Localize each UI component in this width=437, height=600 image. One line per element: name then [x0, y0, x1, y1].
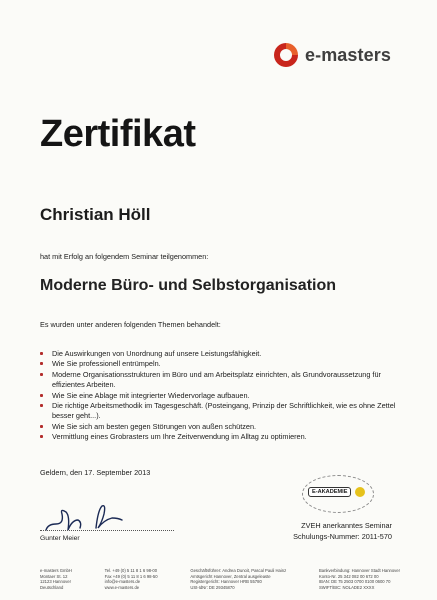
recipient-name: Christian Höll	[40, 205, 151, 224]
footer-line: SWIFT/BIC: NOLADE2 XXXX	[318, 584, 375, 590]
topic-text: Die richtige Arbeitsmethodik im Tagesgeschäft. (Posteingang, Prinzip der Schriftlichkeit, wie es ohne Zettel besser geht...).	[52, 401, 396, 421]
topic-text: Wie Sie eine Ablage mit integrierter Wiedervorlage aufbauen.	[52, 390, 250, 400]
signature-line	[40, 530, 174, 531]
topic-text: Wie Sie professionell entrümpeln.	[52, 359, 161, 369]
zveh-accreditation	[280, 520, 392, 542]
topic-text: Wie Sie sich am besten gegen Störungen von außen schützen.	[52, 421, 257, 431]
logo-text: e-masters	[305, 44, 391, 65]
footer-line: www.e-masters.de	[104, 584, 140, 590]
footer-line: info@e-masters.de	[104, 579, 141, 585]
footer-line: Bankverbindung: Hannover Stadt Hannover	[318, 568, 400, 573]
footer-legal	[190, 568, 286, 590]
footer-line: Deutschland	[40, 584, 64, 590]
footer-line: Registergericht: Hannover HRB 55780	[190, 579, 262, 585]
place-date: Geldern, den 17. September 2013	[40, 468, 151, 477]
footer-line: Fax +49 (0) 5 11 8 1 6 98-50	[104, 573, 158, 579]
bullet-icon	[40, 394, 43, 397]
topics-list	[40, 349, 400, 443]
footer-line: Montaer St. 12	[40, 573, 68, 579]
footer-line: Geschäftsführer: Andrea Dunoit, Pascal Pauli Hainz	[190, 568, 287, 573]
topic-text: Moderne Organisationsstrukturen im Büro und am Arbeitsplatz einrichten, als Grundvoraussetzung für effizientes Arbeiten.	[52, 369, 381, 390]
footer-line: Amtsgericht Hannover, Zentral ausgeleaste	[190, 573, 271, 579]
participation-text: hat mit Erfolg an folgendem Seminar teilgenommen:	[40, 252, 209, 261]
seminar-title: Moderne Büro- und Selbstorganisation	[40, 277, 337, 294]
footer-line: IBAN: DE 75 2503 0700 0100 0600 70	[318, 579, 391, 585]
footer-line: 12123 Hannover	[40, 579, 71, 585]
topic-item	[40, 359, 400, 369]
topic-text: Vermittlung eines Grobrasters um Ihre Zeitverwendung im Alltag zu optimieren.	[52, 432, 307, 442]
footer-line: USt-IdNr: DE 29345870	[190, 584, 235, 590]
seal-star-icon	[355, 487, 365, 497]
footer	[40, 568, 400, 590]
topics-intro: Es wurden unter anderen folgenden Themen behandelt:	[40, 320, 221, 329]
footer-address	[40, 568, 72, 590]
topic-item	[40, 349, 400, 359]
bullet-icon	[40, 352, 43, 355]
bullet-icon	[40, 362, 43, 365]
topic-item	[40, 432, 400, 442]
footer-line: e-masters GmbH	[40, 568, 72, 573]
e-masters-swirl-icon	[273, 42, 299, 68]
footer-bank	[319, 568, 400, 590]
certificate-title: Zertifikat	[40, 113, 196, 155]
signer-name: Gunter Meier	[40, 535, 80, 542]
bullet-icon	[40, 435, 43, 438]
zveh-line: ZVEH anerkanntes Seminar	[301, 521, 392, 530]
topic-item	[40, 391, 400, 401]
academy-seal	[302, 475, 374, 513]
topic-text: Die Auswirkungen von Unordnung auf unsere Leistungsfähigkeit.	[52, 349, 262, 358]
footer-contact	[105, 568, 158, 590]
company-logo	[273, 42, 391, 68]
footer-line: Tel. +49 (0) 5 11 8 1 6 98-00	[104, 568, 158, 573]
topic-item	[40, 422, 400, 432]
zveh-number: Schulungs-Nummer: 2011-570	[293, 532, 392, 541]
bullet-icon	[40, 425, 43, 428]
topic-item	[40, 401, 400, 422]
footer-line: Konto-Nr. 25 342 082 00 672 00	[318, 573, 379, 579]
seal-label: E-AKADEMIE	[308, 487, 351, 497]
bullet-icon	[40, 373, 43, 376]
bullet-icon	[40, 404, 43, 407]
topic-item	[40, 370, 400, 391]
